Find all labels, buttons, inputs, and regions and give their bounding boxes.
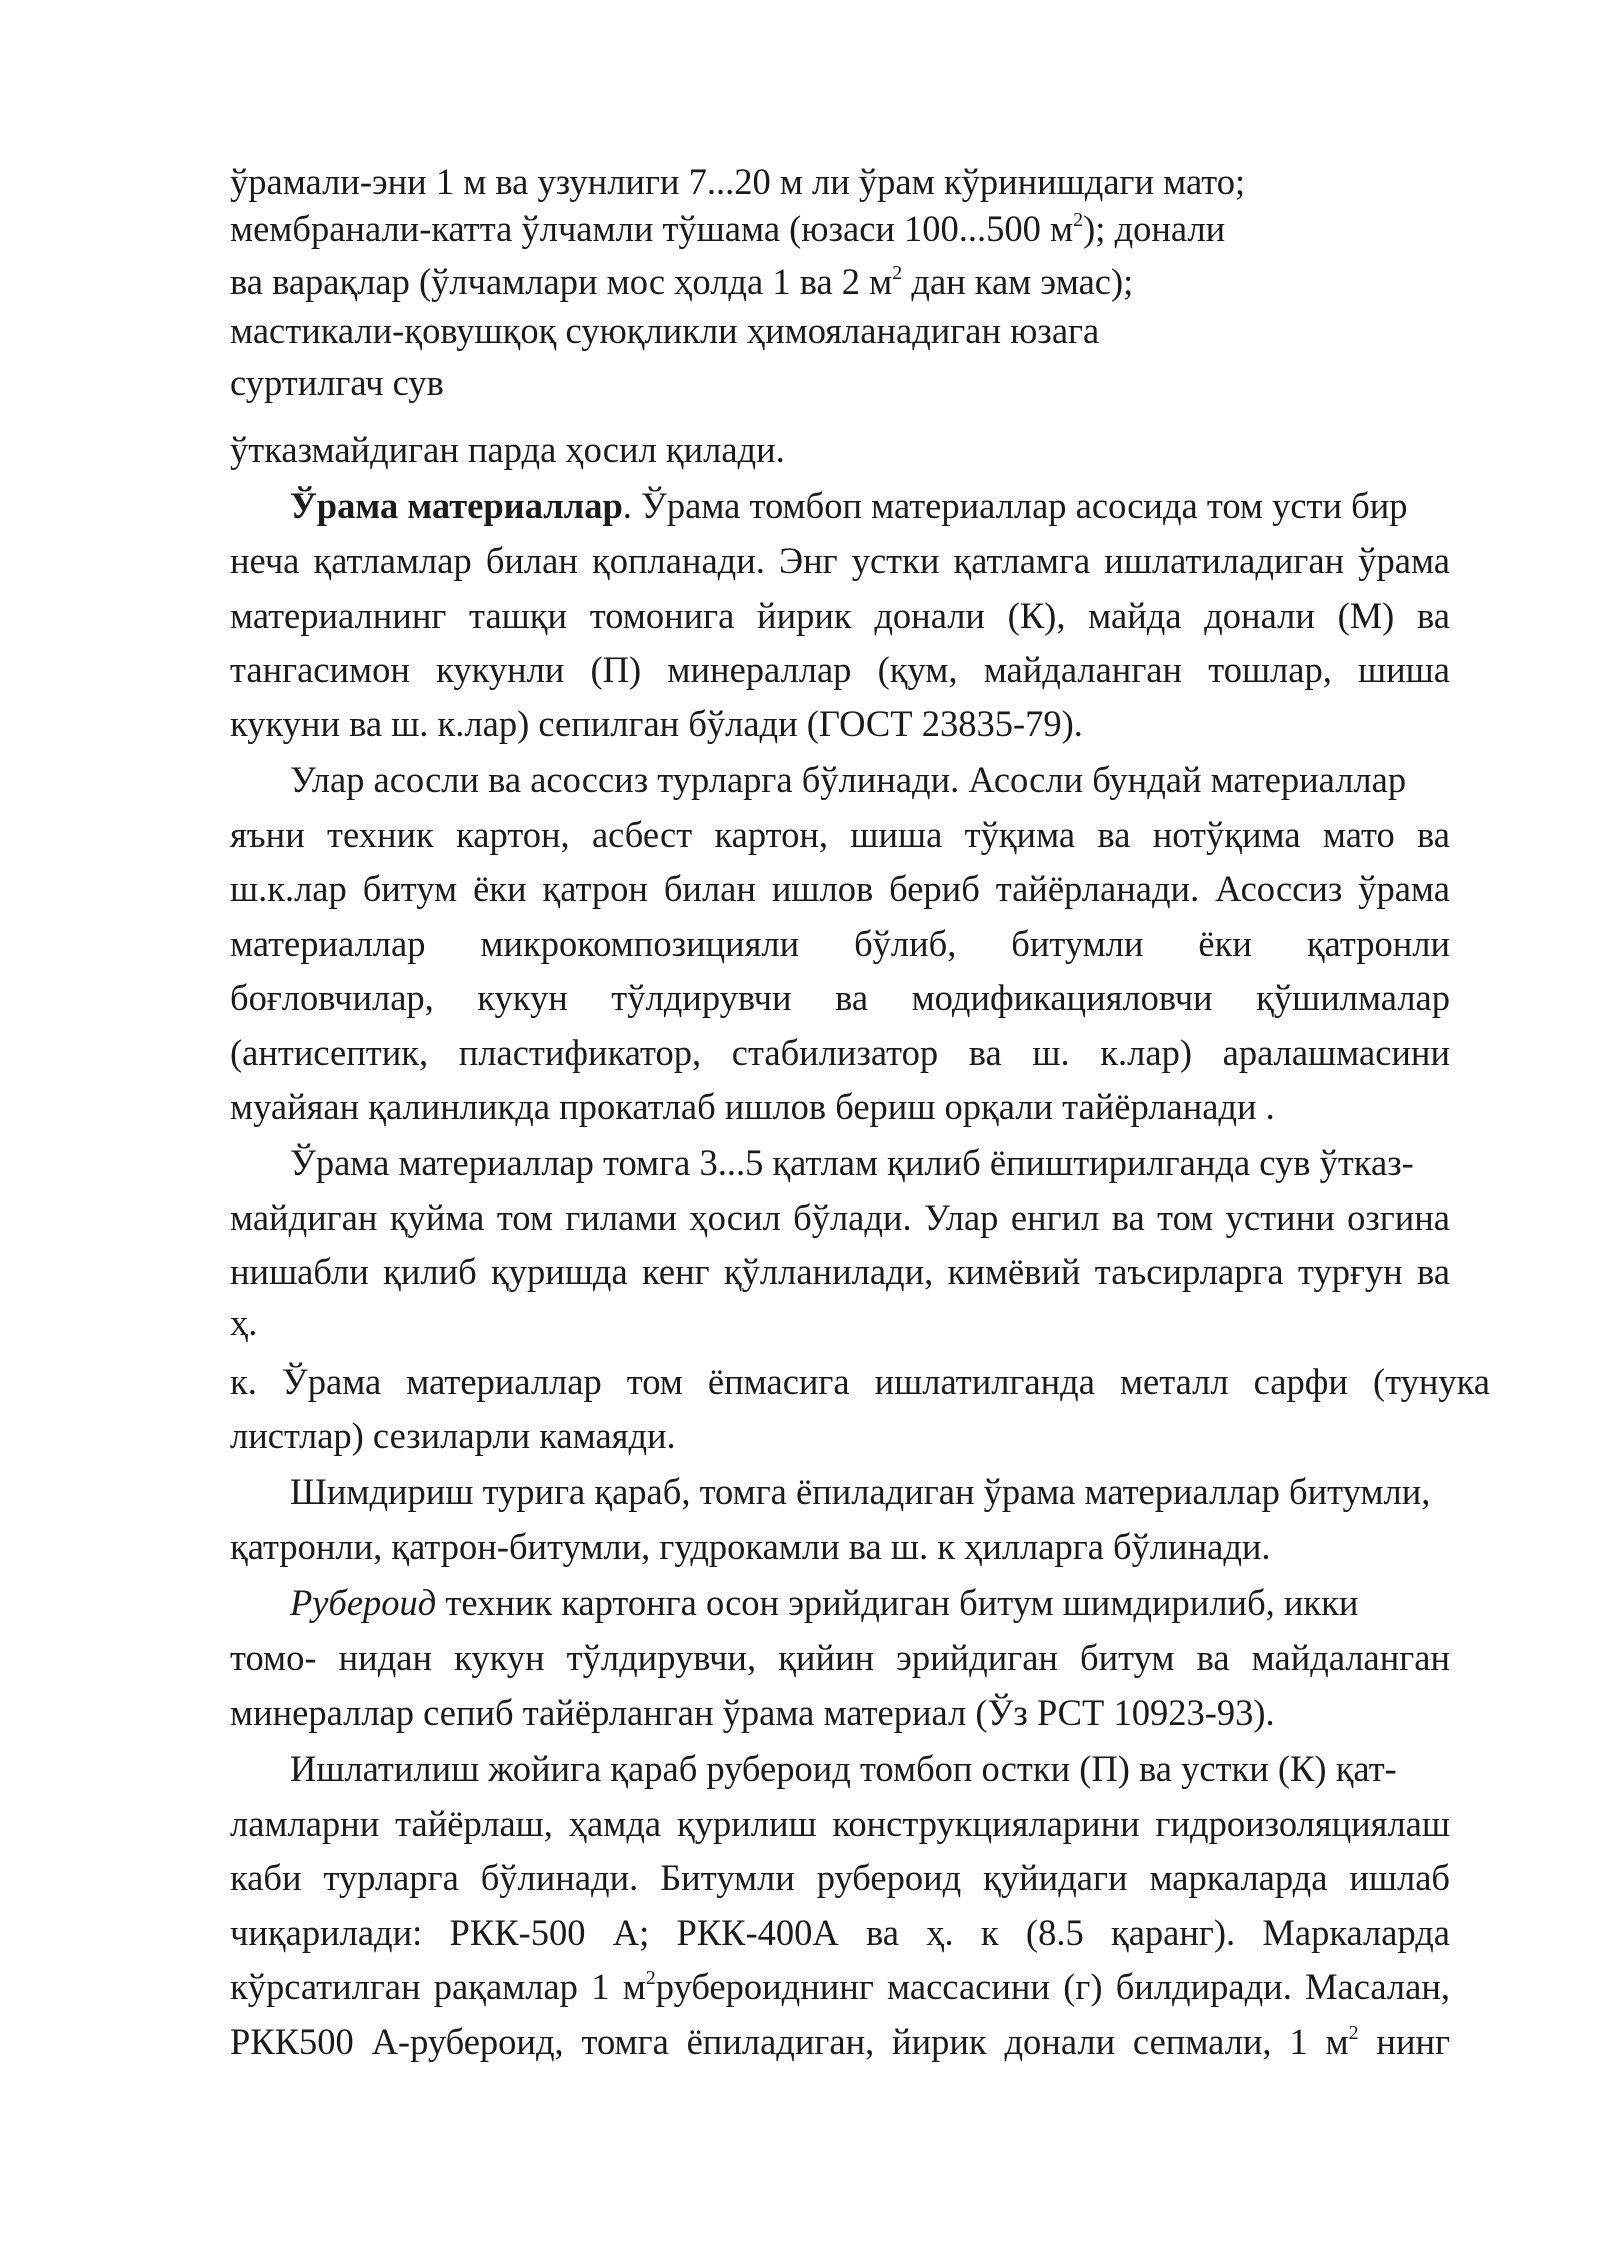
p5-line-2: томо- нидан кукун тўлдирувчи, қийин эрийдиган битум ва майдаланган <box>230 1637 1450 1678</box>
p6-line-2: ламларни тайёрлаш, ҳамда қурилиш конструкцияларини гидроизоляциялаш <box>230 1803 1450 1844</box>
p2-line-5: боғловчилар, кукун тўлдирувчи ва модификацияловчи қўшилмалар <box>230 977 1450 1018</box>
list-line-membrane: мембранали-катта ўлчамли тўшама (юзаси 100...500 $м^2$); донали <box>230 208 1226 249</box>
p6-line-1: Ишлатилиш жойига қараб рубероид томбоп остки (П) ва устки (К) қат- <box>290 1748 1397 1789</box>
p1-line-2: неча қатламлар билан қопланади. Энг устки қатламга ишлатиладиган ўрама <box>230 540 1450 581</box>
p5-line-3: минераллар сепиб тайёрланган ўрама материал (Ўз РСТ 10923-93). <box>230 1692 1275 1733</box>
p3-line-3: нишабли қилиб қуришда кенг қўлланилади, кимёвий таъсирларга турғун ва <box>230 1251 1450 1292</box>
p2-line-7: муайяан қалинликда прокатлаб ишлов бериш орқали тайёрланади . <box>230 1086 1275 1127</box>
p3-line-2: майдиган қуйма том гилами ҳосил бўлади. Улар енгил ва том устини озгина <box>230 1197 1450 1238</box>
p3-line-1: Ўрама материаллар томга 3...5 қатлам қилиб ёпиштирилганда сув ўтказ- <box>290 1142 1414 1183</box>
p6-line-4: чиқарилади: РКК-500 А; РКК-400А ва ҳ. к (8.5 қаранг). Маркаларда <box>230 1912 1450 1953</box>
p3-line-5: к. Ўрама материаллар том ёпмасига ишлатилганда металл сарфи (тунука <box>230 1361 1490 1402</box>
p4-line-2: қатронли, қатрон-битумли, гудрокамли ва ш. к ҳилларга бўлинади. <box>230 1526 1271 1567</box>
list-line-rolled: ўрамали-эни 1 м ва узунлиги 7...20 м ли ўрам кўринишдаги мато; <box>230 161 1246 202</box>
p1-line-5: кукуни ва ш. к.лар) сепилган бўлади (ГОСТ 23835-79). <box>230 703 1083 744</box>
p2-line-1: Улар асосли ва асоссиз турларга бўлинади. Асосли бундай материаллар <box>290 759 1407 800</box>
p3-line-4: ҳ. <box>230 1302 258 1343</box>
list-line-mastic: мастикали-қовушқоқ суюқликли ҳимояланадиган юзага <box>230 310 1100 351</box>
p4-line-1: Шимдириш турига қараб, томга ёпиладиган ўрама материаллар битумли, <box>290 1471 1431 1512</box>
list-line-mastic-cont: суртилгач сув <box>230 362 444 403</box>
p6-line-3: каби турларга бўлинади. Битумли рубероид қуйидаги маркаларда ишлаб <box>230 1857 1450 1898</box>
p1-line-1: Ўрама материаллар. Ўрама томбоп материаллар асосида том усти бир <box>290 485 1408 526</box>
p1-line-3: материалнинг ташқи томонига йирик донали (К), майда донали (М) ва <box>230 595 1450 636</box>
p1-line-4: тангасимон кукунли (П) минераллар (қум, майдаланган тошлар, шиша <box>230 649 1450 690</box>
p6-line-5: кўрсатилган рақамлар 1 $м^2рубероиднинг$ массасини (г) билдиради. Масалан, <box>230 1966 1450 2007</box>
list-line-sheets: ва варақлар (ўлчамлари мос ҳолда 1 ва 2 $м^2$ дан кам эмас); <box>230 261 1134 302</box>
p5-line-1: Рубероид техник картонга осон эрийдиган битум шимдирилиб, икки <box>290 1582 1359 1623</box>
section-heading: Ўрама материаллар <box>290 485 623 526</box>
list-line-film: ўтказмайдиган парда ҳосил қилади. <box>230 429 785 470</box>
p6-line-6: РКК500 А-рубероид, томга ёпиладиган, йирик донали сепмали, 1 $м^2$ нинг <box>230 2021 1450 2062</box>
p2-line-6: (антисептик, пластификатор, стабилизатор ва ш. к.лар) аралашмасини <box>230 1032 1450 1073</box>
term-ruberoid: Рубероид <box>290 1582 437 1623</box>
p3-line-6: листлар) сезиларли камаяди. <box>230 1415 676 1456</box>
p2-line-4: материаллар микрокомпозицияли бўлиб, битумли ёки қатронли <box>230 923 1450 964</box>
p2-line-2: яъни техник картон, асбест картон, шиша тўқима ва нотўқима мато ва <box>230 814 1450 855</box>
p2-line-3: ш.к.лар битум ёки қатрон билан ишлов бериб тайёрланади. Асоссиз ўрама <box>230 868 1450 909</box>
